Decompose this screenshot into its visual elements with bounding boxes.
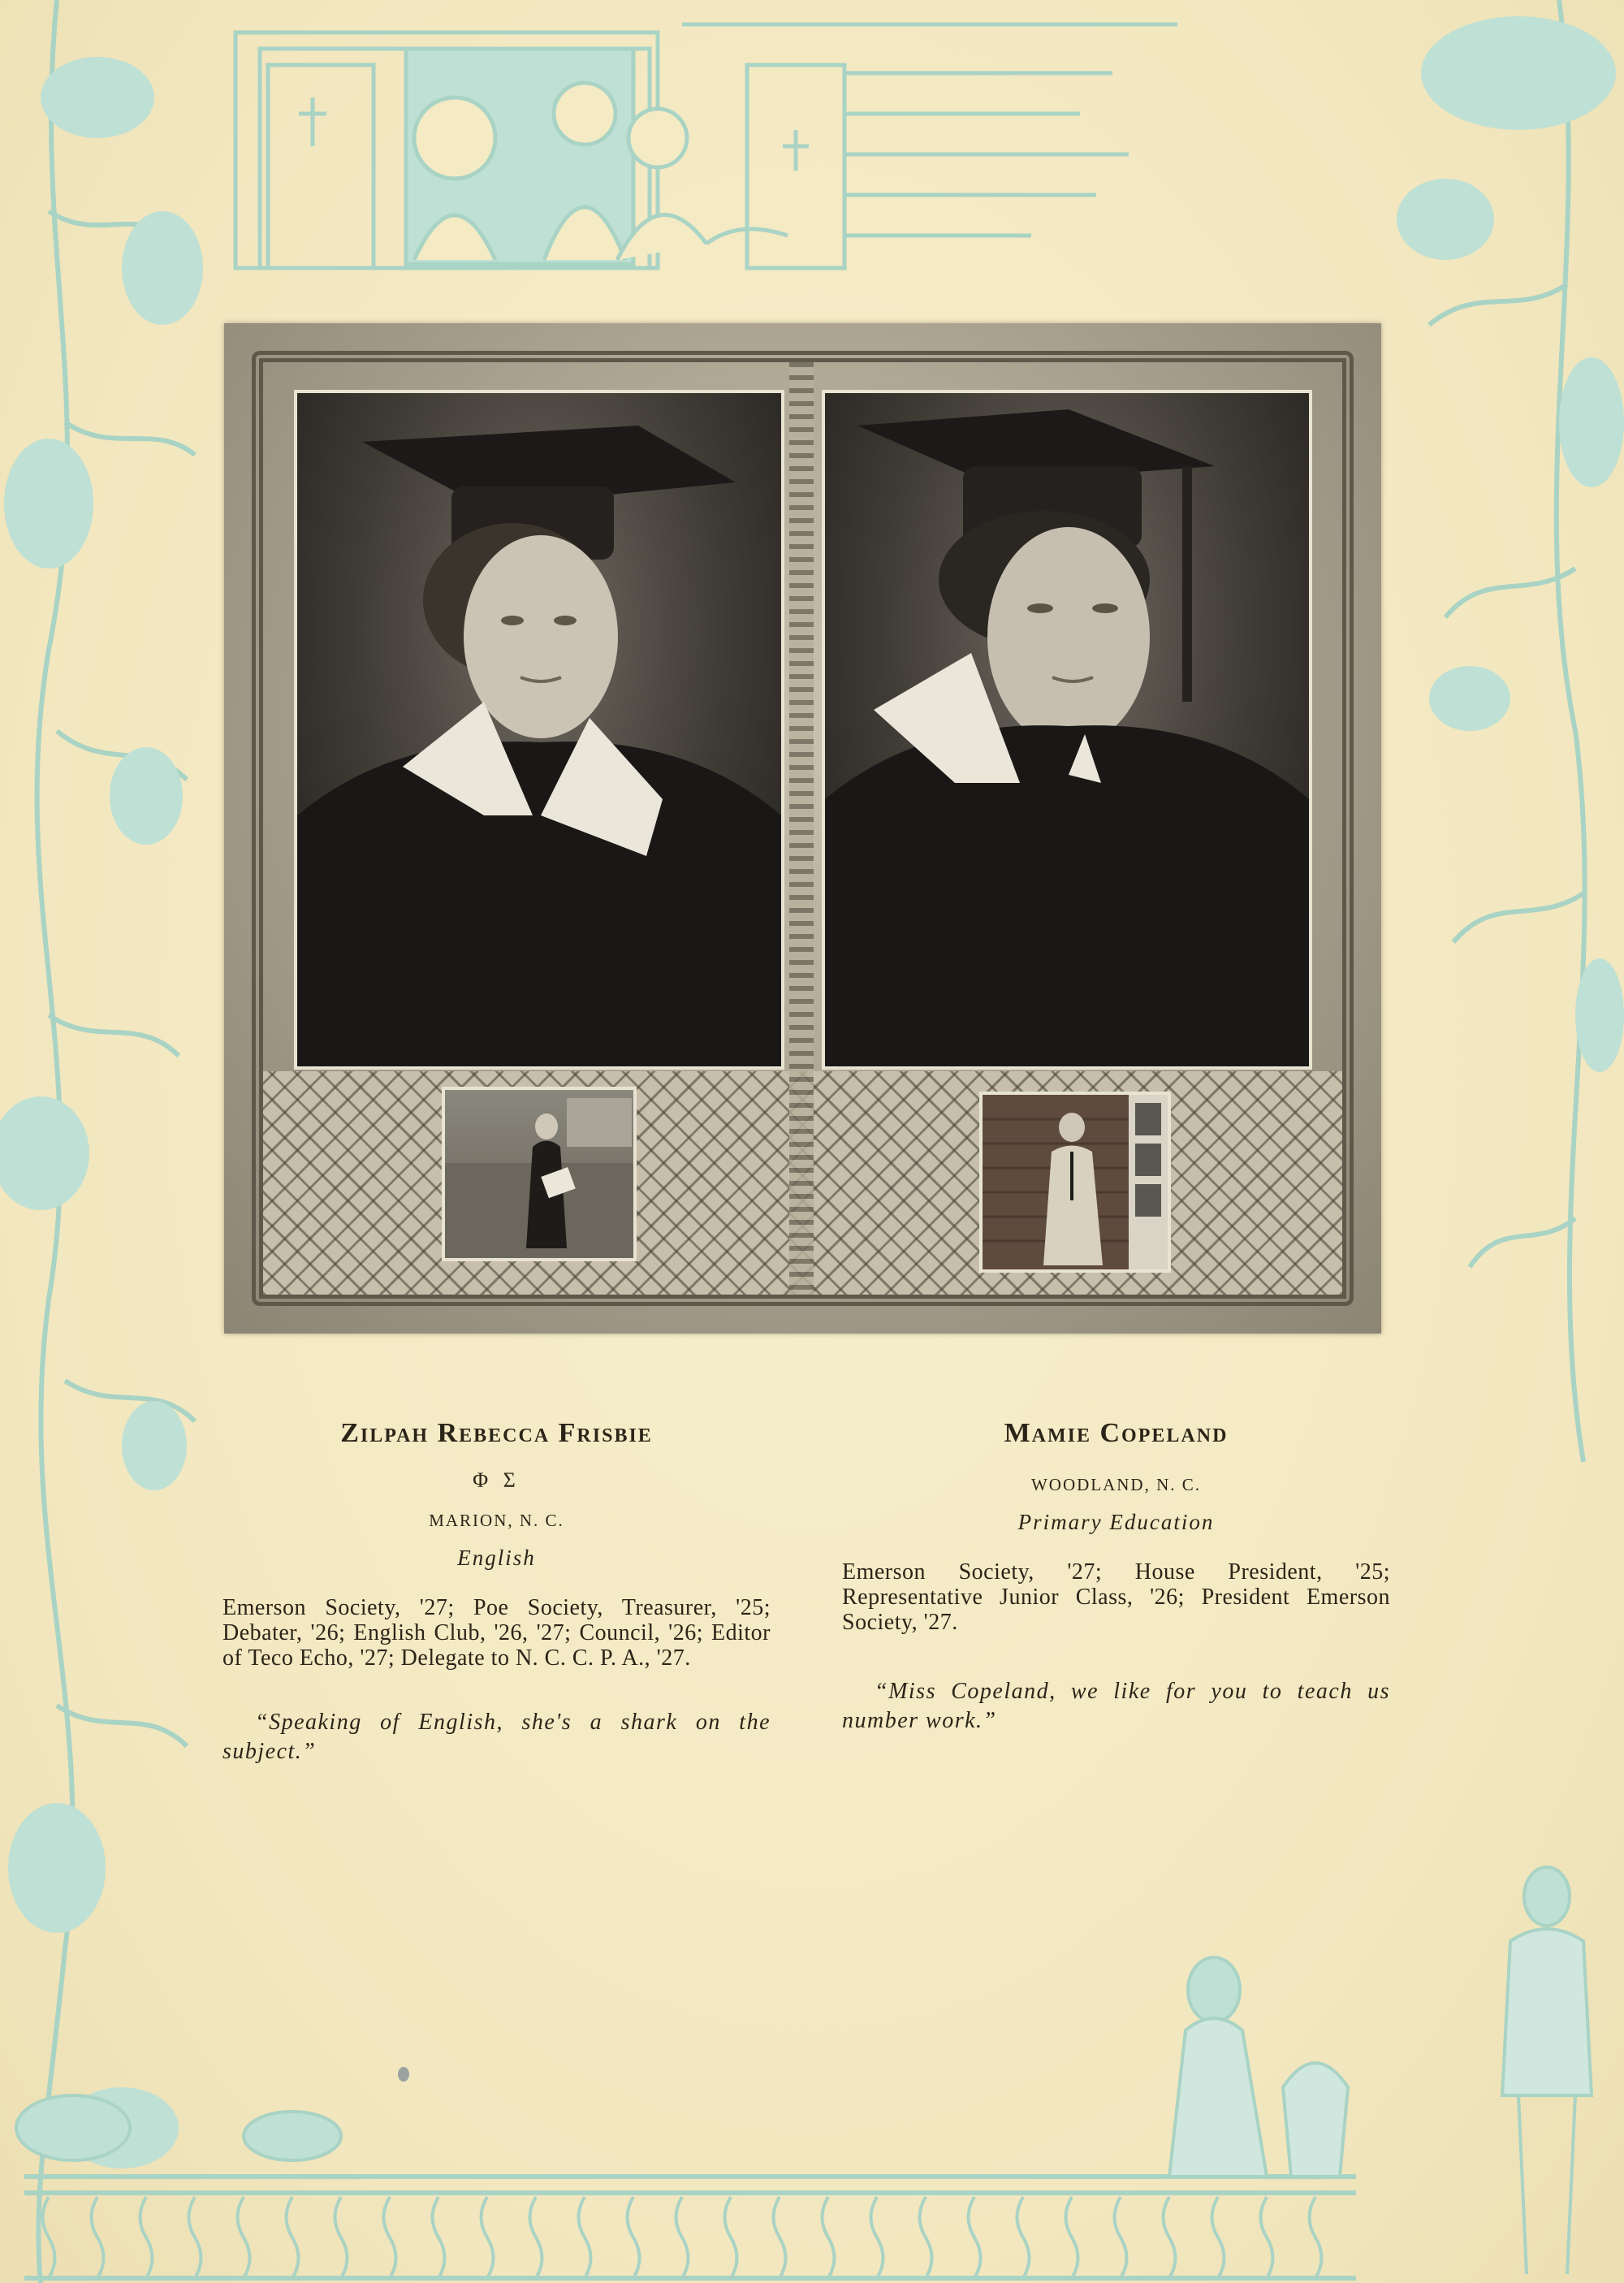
hometown: WOODLAND, N. C. [1030,1474,1202,1494]
hometown: MARION, N. C. [429,1510,564,1530]
course-of-study: English [457,1545,536,1570]
ink-dot [398,2067,409,2082]
top-window-engraving [219,0,1177,276]
course-of-study: Primary Education [1017,1509,1215,1534]
student-name: Mamie Copeland [1004,1418,1229,1448]
student-quote: “Miss Copeland, we like for you to teach us number work.” [842,1678,1390,1733]
portrait-copeland [822,390,1312,1070]
student-quote: “Speaking of English, she's a shark on the subject.” [222,1709,771,1764]
photo-plate [224,323,1381,1334]
greek-letters: Φ Σ [473,1468,520,1492]
student-frisbie [222,1417,771,1766]
portrait-frisbie [294,390,784,1070]
student-copeland [842,1417,1390,1736]
activities-list: Emerson Society, '27; Poe Society, Treasurer, '25; Debater, '26; English Club, '26, '27; Council, '26; Editor of Teco Echo, '27; Delegate to N. C. C. P. A., '27. [222,1594,771,1671]
bottom-balustrade-engraving [0,1852,1624,2283]
snapshot-copeland [979,1092,1171,1273]
student-name: Zilpah Rebecca Frisbie [340,1418,653,1448]
activities-list: Emerson Society, '27; House President, '25; Representative Junior Class, '26; President Emerson Society, '27. [842,1559,1390,1635]
snapshot-frisbie [442,1087,637,1261]
